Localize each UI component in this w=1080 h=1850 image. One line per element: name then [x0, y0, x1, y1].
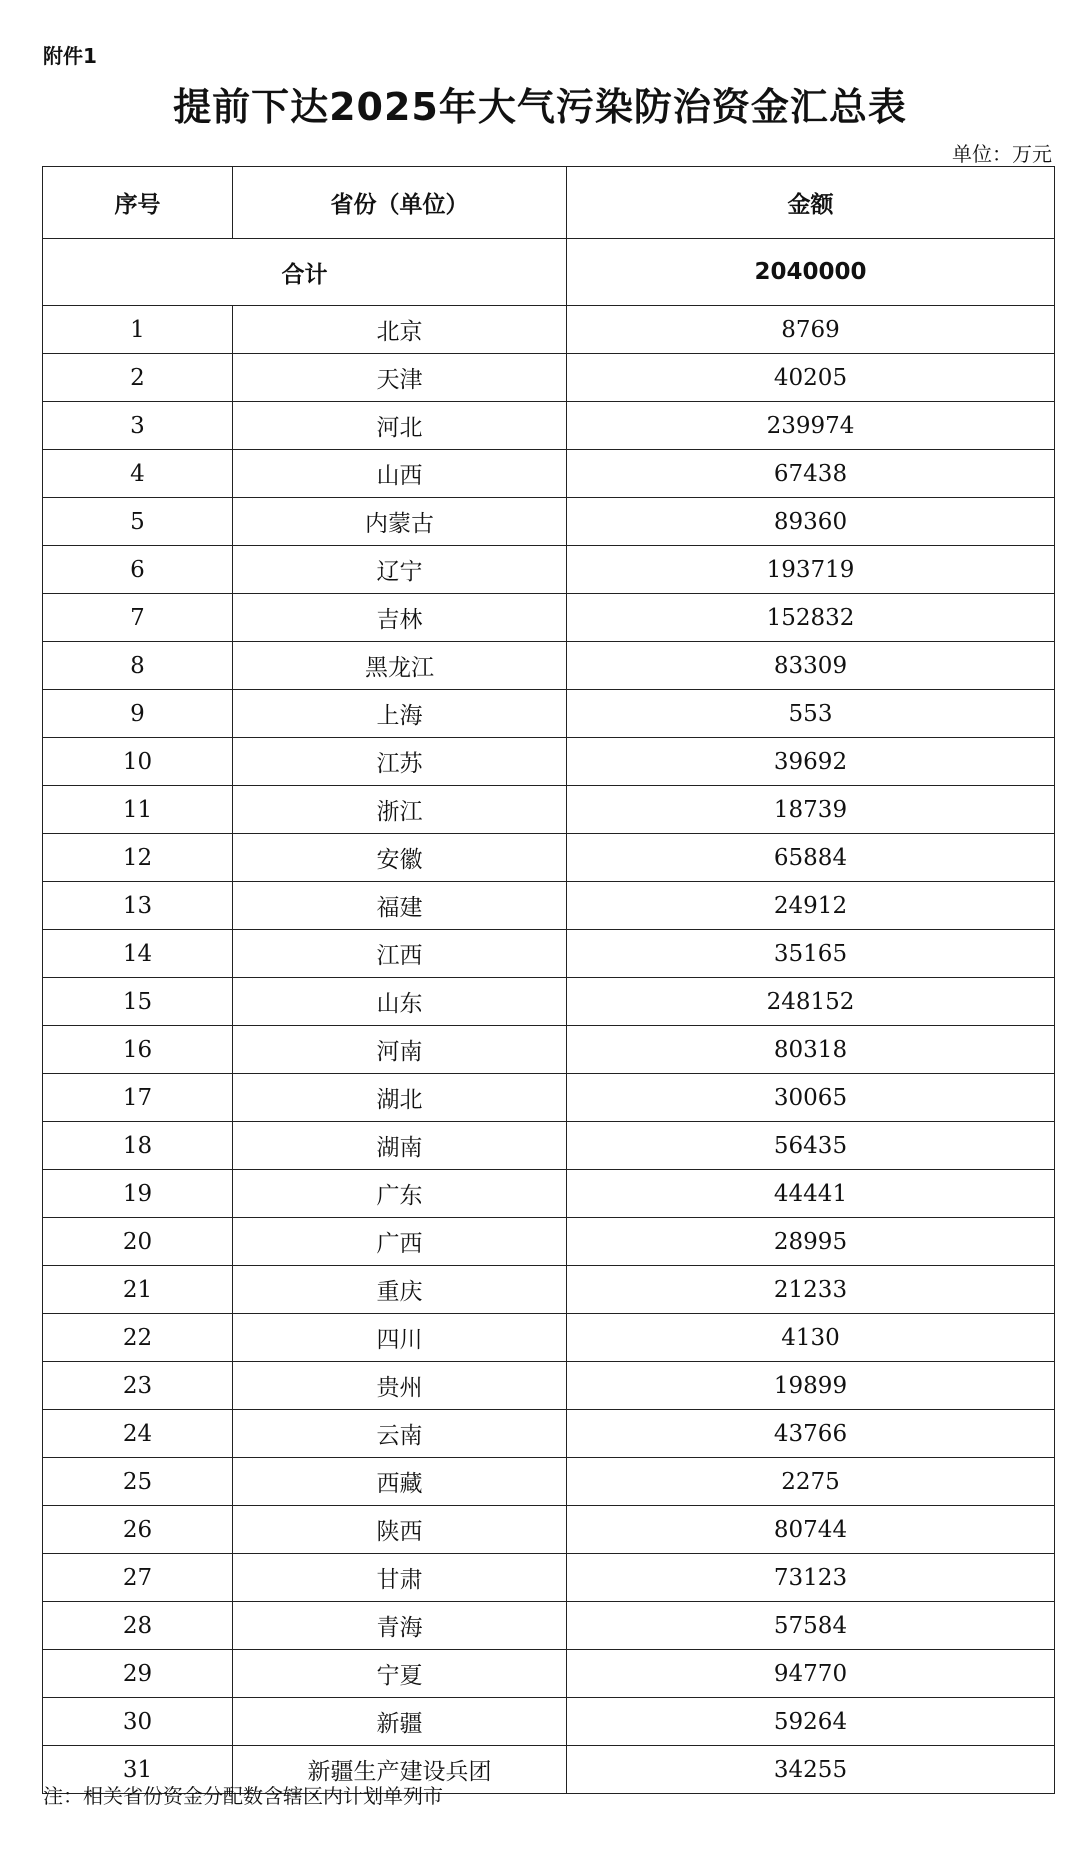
- row-seq: 28: [43, 1602, 233, 1650]
- row-province: 河南: [233, 1026, 567, 1074]
- row-province: 重庆: [233, 1266, 567, 1314]
- row-amount: 80318: [567, 1026, 1055, 1074]
- row-province: 云南: [233, 1410, 567, 1458]
- row-amount: 94770: [567, 1650, 1055, 1698]
- row-province: 辽宁: [233, 546, 567, 594]
- row-province: 安徽: [233, 834, 567, 882]
- row-province: 青海: [233, 1602, 567, 1650]
- row-seq: 29: [43, 1650, 233, 1698]
- row-seq: 19: [43, 1170, 233, 1218]
- table-row: [43, 354, 1055, 402]
- total-amount: 2040000: [567, 239, 1055, 306]
- row-amount: 59264: [567, 1698, 1055, 1746]
- header-seq: 序号: [43, 167, 233, 239]
- row-province: 河北: [233, 402, 567, 450]
- row-seq: 8: [43, 642, 233, 690]
- row-province: 黑龙江: [233, 642, 567, 690]
- row-amount: 4130: [567, 1314, 1055, 1362]
- row-province: 广西: [233, 1218, 567, 1266]
- table-row: [43, 738, 1055, 786]
- row-province: 山东: [233, 978, 567, 1026]
- row-amount: 56435: [567, 1122, 1055, 1170]
- table-row: [43, 450, 1055, 498]
- row-province: 湖南: [233, 1122, 567, 1170]
- row-province: 四川: [233, 1314, 567, 1362]
- row-amount: 18739: [567, 786, 1055, 834]
- table-row: [43, 978, 1055, 1026]
- row-amount: 193719: [567, 546, 1055, 594]
- row-province: 甘肃: [233, 1554, 567, 1602]
- row-seq: 3: [43, 402, 233, 450]
- table-row: [43, 786, 1055, 834]
- row-seq: 20: [43, 1218, 233, 1266]
- row-seq: 10: [43, 738, 233, 786]
- table-row: [43, 594, 1055, 642]
- fund-summary-table: [42, 166, 1055, 1794]
- row-province: 西藏: [233, 1458, 567, 1506]
- row-amount: 44441: [567, 1170, 1055, 1218]
- row-seq: 13: [43, 882, 233, 930]
- row-province: 内蒙古: [233, 498, 567, 546]
- row-province: 山西: [233, 450, 567, 498]
- table-row: [43, 1410, 1055, 1458]
- row-amount: 83309: [567, 642, 1055, 690]
- table-row: [43, 690, 1055, 738]
- row-seq: 9: [43, 690, 233, 738]
- table-row: [43, 498, 1055, 546]
- table-row: [43, 834, 1055, 882]
- row-seq: 6: [43, 546, 233, 594]
- row-amount: 57584: [567, 1602, 1055, 1650]
- row-province: 吉林: [233, 594, 567, 642]
- row-amount: 73123: [567, 1554, 1055, 1602]
- row-seq: 4: [43, 450, 233, 498]
- table-row: [43, 1074, 1055, 1122]
- row-seq: 2: [43, 354, 233, 402]
- document-title: 提前下达2025年大气污染防治资金汇总表: [173, 85, 907, 129]
- row-province: 陕西: [233, 1506, 567, 1554]
- row-amount: 24912: [567, 882, 1055, 930]
- total-label: 合计: [43, 239, 567, 306]
- row-seq: 17: [43, 1074, 233, 1122]
- row-seq: 15: [43, 978, 233, 1026]
- table-row: [43, 1266, 1055, 1314]
- row-province: 天津: [233, 354, 567, 402]
- row-province: 浙江: [233, 786, 567, 834]
- row-amount: 152832: [567, 594, 1055, 642]
- row-amount: 19899: [567, 1362, 1055, 1410]
- row-seq: 30: [43, 1698, 233, 1746]
- table-row: [43, 1314, 1055, 1362]
- table-row: [43, 1602, 1055, 1650]
- row-amount: 89360: [567, 498, 1055, 546]
- table-row: [43, 1122, 1055, 1170]
- row-province: 广东: [233, 1170, 567, 1218]
- row-seq: 14: [43, 930, 233, 978]
- table-row: [43, 642, 1055, 690]
- row-amount: 40205: [567, 354, 1055, 402]
- row-amount: 28995: [567, 1218, 1055, 1266]
- table-row: [43, 1506, 1055, 1554]
- row-amount: 21233: [567, 1266, 1055, 1314]
- unit-label: 单位：万元: [952, 142, 1052, 166]
- table-row: [43, 1170, 1055, 1218]
- row-province: 北京: [233, 306, 567, 354]
- footnote: 注：相关省份资金分配数含辖区内计划单列市: [43, 1784, 443, 1808]
- row-amount: 67438: [567, 450, 1055, 498]
- table-row: [43, 930, 1055, 978]
- attachment-label: 附件1: [43, 44, 97, 68]
- row-province: 湖北: [233, 1074, 567, 1122]
- row-province: 新疆生产建设兵团: [233, 1746, 567, 1794]
- table-row: [43, 1362, 1055, 1410]
- total-row: [43, 239, 1055, 306]
- table-row: [43, 402, 1055, 450]
- row-seq: 22: [43, 1314, 233, 1362]
- row-amount: 65884: [567, 834, 1055, 882]
- table-row: [43, 1218, 1055, 1266]
- row-amount: 39692: [567, 738, 1055, 786]
- row-seq: 1: [43, 306, 233, 354]
- row-seq: 27: [43, 1554, 233, 1602]
- row-province: 江西: [233, 930, 567, 978]
- table-row: [43, 1698, 1055, 1746]
- row-seq: 11: [43, 786, 233, 834]
- table-row: [43, 882, 1055, 930]
- row-amount: 30065: [567, 1074, 1055, 1122]
- table-row: [43, 1554, 1055, 1602]
- row-seq: 7: [43, 594, 233, 642]
- row-amount: 43766: [567, 1410, 1055, 1458]
- row-province: 新疆: [233, 1698, 567, 1746]
- table-row: [43, 1458, 1055, 1506]
- table-row: [43, 546, 1055, 594]
- row-seq: 12: [43, 834, 233, 882]
- table-header-row: [43, 167, 1055, 239]
- row-province: 宁夏: [233, 1650, 567, 1698]
- row-seq: 16: [43, 1026, 233, 1074]
- row-amount: 248152: [567, 978, 1055, 1026]
- row-amount: 34255: [567, 1746, 1055, 1794]
- row-province: 江苏: [233, 738, 567, 786]
- row-seq: 23: [43, 1362, 233, 1410]
- row-amount: 80744: [567, 1506, 1055, 1554]
- header-amount: 金额: [567, 167, 1055, 239]
- row-province: 上海: [233, 690, 567, 738]
- row-seq: 31: [43, 1746, 233, 1794]
- table-row: [43, 1026, 1055, 1074]
- row-amount: 8769: [567, 306, 1055, 354]
- row-seq: 25: [43, 1458, 233, 1506]
- row-seq: 18: [43, 1122, 233, 1170]
- row-seq: 5: [43, 498, 233, 546]
- row-amount: 2275: [567, 1458, 1055, 1506]
- row-seq: 24: [43, 1410, 233, 1458]
- row-province: 福建: [233, 882, 567, 930]
- row-seq: 26: [43, 1506, 233, 1554]
- header-province: 省份（单位）: [233, 167, 567, 239]
- row-seq: 21: [43, 1266, 233, 1314]
- row-province: 贵州: [233, 1362, 567, 1410]
- row-amount: 239974: [567, 402, 1055, 450]
- row-amount: 35165: [567, 930, 1055, 978]
- table-row: [43, 1650, 1055, 1698]
- table-body: [43, 239, 1055, 1794]
- table-row: [43, 306, 1055, 354]
- row-amount: 553: [567, 690, 1055, 738]
